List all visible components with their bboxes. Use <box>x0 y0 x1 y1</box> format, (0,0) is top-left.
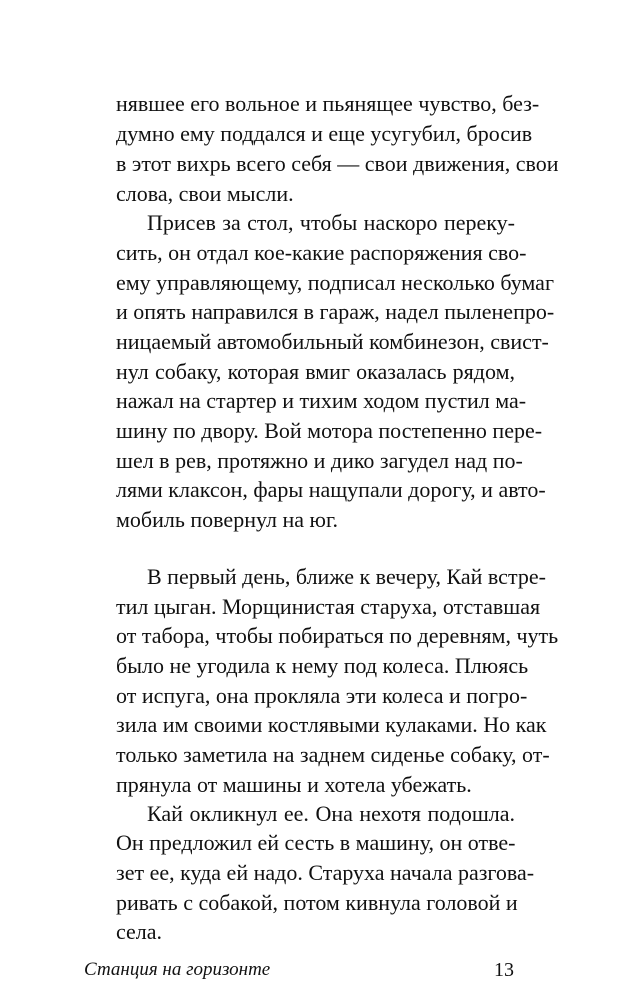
text-line: зила им своими костлявыми кулаками. Но как <box>116 712 547 737</box>
text-line: шел в рев, протяжно и дико загудел над по- <box>116 448 523 473</box>
text-line: от табора, чтобы побираться по деревням, чуть <box>116 623 559 648</box>
text-line: мобиль повернул на юг. <box>116 507 338 532</box>
text-line: в этот вихрь всего себя — свои движения, свои <box>116 151 559 176</box>
text-line: ему управляющему, подписал несколько бумаг <box>116 270 554 295</box>
page-number: 13 <box>494 959 514 981</box>
text-line: нажал на стартер и тихим ходом пустил ма- <box>116 388 527 413</box>
text-line: шину по двору. Вой мотора постепенно пере- <box>116 418 543 443</box>
text-line: и опять направился в гараж, надел пыленепро- <box>116 299 555 324</box>
text-line: В первый день, ближе к вечеру, Кай встре- <box>147 564 546 589</box>
text-line: лями клаксон, фары нащупали дорогу, и авто- <box>116 477 546 502</box>
text-line: от испуга, она прокляла эти колеса и погро- <box>116 683 528 708</box>
text-line: слова, свои мысли. <box>116 181 294 206</box>
text-line: ницаемый автомобильный комбинезон, свист- <box>116 329 549 354</box>
text-line: тил цыган. Морщинистая старуха, отставшая <box>116 594 541 619</box>
text-line: Он предложил ей сесть в машину, он отве- <box>116 830 516 855</box>
text-line: думно ему поддался и еще усугубил, бросив <box>116 121 533 146</box>
running-footer-title: Станция на горизонте <box>84 959 271 980</box>
text-line: нявшее его вольное и пьянящее чувство, без- <box>116 91 540 116</box>
text-line: села. <box>116 919 163 944</box>
text-line: Кай окликнул ее. Она нехотя подошла. <box>147 801 515 826</box>
text-line: прянула от машины и хотела убежать. <box>116 772 472 797</box>
text-line: Присев за стол, чтобы наскоро переку- <box>147 210 515 235</box>
text-line: сить, он отдал кое-какие распоряжения сво- <box>116 240 527 265</box>
text-line: только заметила на заднем сиденье собаку, от- <box>116 742 550 767</box>
text-line: ривать с собакой, потом кивнула головой и <box>116 890 518 915</box>
text-line: было не угодила к нему под колеса. Плюясь <box>116 653 529 678</box>
text-line: зет ее, куда ей надо. Старуха начала разгова- <box>116 860 535 885</box>
text-line: нул собаку, которая вмиг оказалась рядом, <box>116 359 515 384</box>
